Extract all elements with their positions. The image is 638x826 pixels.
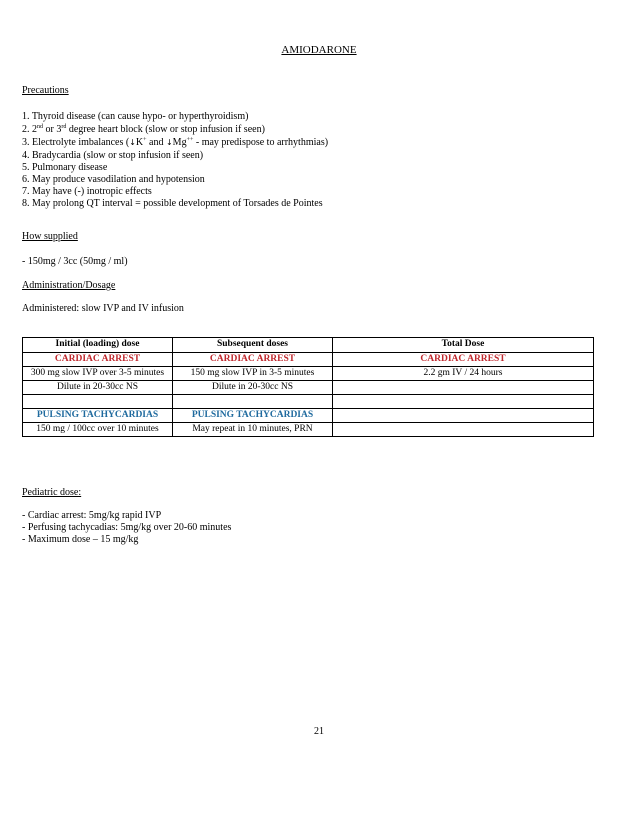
table-cell: CARDIAC ARREST — [23, 353, 173, 367]
table-cell: CARDIAC ARREST — [333, 353, 594, 367]
precaution-item-5: 5. Pulmonary disease — [22, 162, 108, 173]
table-cell — [333, 409, 594, 423]
header-subsequent-doses: Subsequent doses — [173, 338, 333, 353]
potassium-charge: + — [143, 137, 147, 143]
table-cell — [333, 423, 594, 437]
table-cell: CARDIAC ARREST — [173, 353, 333, 367]
header-total-dose: Total Dose — [333, 338, 594, 353]
table-cell: PULSING TACHYCARDIAS — [173, 409, 333, 423]
table-cell: 2.2 gm IV / 24 hours — [333, 367, 594, 381]
table-header-row — [23, 338, 594, 353]
precaution-item-1: 1. Thyroid disease (can cause hypo- or hyperthyroidism) — [22, 111, 249, 122]
precaution-item-2-mid: or 3 — [43, 124, 62, 135]
precautions-heading: Precautions — [22, 85, 69, 96]
precaution-item-3-post: - may predispose to arrhythmias) — [193, 137, 329, 148]
precaution-item-2-pre: 2. 2 — [22, 124, 37, 135]
magnesium-label: Mg — [172, 137, 187, 148]
pediatric-heading: Pediatric dose: — [22, 487, 82, 498]
table-cell: PULSING TACHYCARDIAS — [23, 409, 173, 423]
table-cell: 150 mg slow IVP in 3-5 minutes — [173, 367, 333, 381]
down-arrow-icon: ↓ — [165, 138, 173, 147]
potassium-label: K — [135, 137, 144, 148]
table-cell: 150 mg / 100cc over 10 minutes — [23, 423, 173, 437]
pediatric-item-1: - Cardiac arrest: 5mg/kg rapid IVP — [22, 510, 162, 521]
magnesium-charge: ++ — [186, 137, 194, 143]
table-cell — [333, 381, 594, 395]
precaution-item-7: 7. May have (-) inotropic effects — [22, 186, 152, 197]
precaution-item-6: 6. May produce vasodilation and hypotension — [22, 174, 205, 185]
table-row — [23, 353, 594, 367]
table-cell — [23, 395, 173, 409]
how-supplied-text: - 150mg / 3cc (50mg / ml) — [22, 256, 128, 267]
precaution-item-2 — [22, 124, 265, 136]
table-cell: Dilute in 20-30cc NS — [173, 381, 333, 395]
page-title: AMIODARONE — [281, 44, 357, 56]
dosage-table — [22, 337, 594, 437]
precaution-item-2-sup2: rd — [61, 124, 67, 130]
page-number: 21 — [314, 726, 324, 737]
pediatric-item-3: - Maximum dose – 15 mg/kg — [22, 534, 139, 545]
precaution-item-4: 4. Bradycardia (slow or stop infusion if seen) — [22, 150, 204, 161]
table-row — [23, 367, 594, 381]
table-cell — [333, 395, 594, 409]
pediatric-item-2: - Perfusing tachycadias: 5mg/kg over 20-60 minutes — [22, 522, 232, 533]
table-cell: May repeat in 10 minutes, PRN — [173, 423, 333, 437]
table-cell — [173, 395, 333, 409]
table-row — [23, 381, 594, 395]
precaution-item-2-sup1: nd — [37, 124, 43, 130]
table-cell: 300 mg slow IVP over 3-5 minutes — [23, 367, 173, 381]
precaution-item-8: 8. May prolong QT interval = possible development of Torsades de Pointes — [22, 198, 323, 209]
administration-heading: Administration/Dosage — [22, 280, 116, 291]
how-supplied-heading: How supplied — [22, 231, 78, 242]
precaution-item-3 — [22, 137, 328, 149]
header-initial-dose: Initial (loading) dose — [23, 338, 173, 353]
precaution-item-3-and: and — [146, 137, 166, 148]
down-arrow-icon: ↓ — [129, 138, 136, 147]
table-row — [23, 423, 594, 437]
table-row — [23, 395, 594, 409]
table-cell: Dilute in 20-30cc NS — [23, 381, 173, 395]
table-row — [23, 409, 594, 423]
precaution-item-2-post: degree heart block (slow or stop infusion if seen) — [66, 124, 265, 135]
administration-text: Administered: slow IVP and IV infusion — [22, 303, 184, 314]
precaution-item-3-pre: 3. Electrolyte imbalances ( — [22, 137, 130, 148]
